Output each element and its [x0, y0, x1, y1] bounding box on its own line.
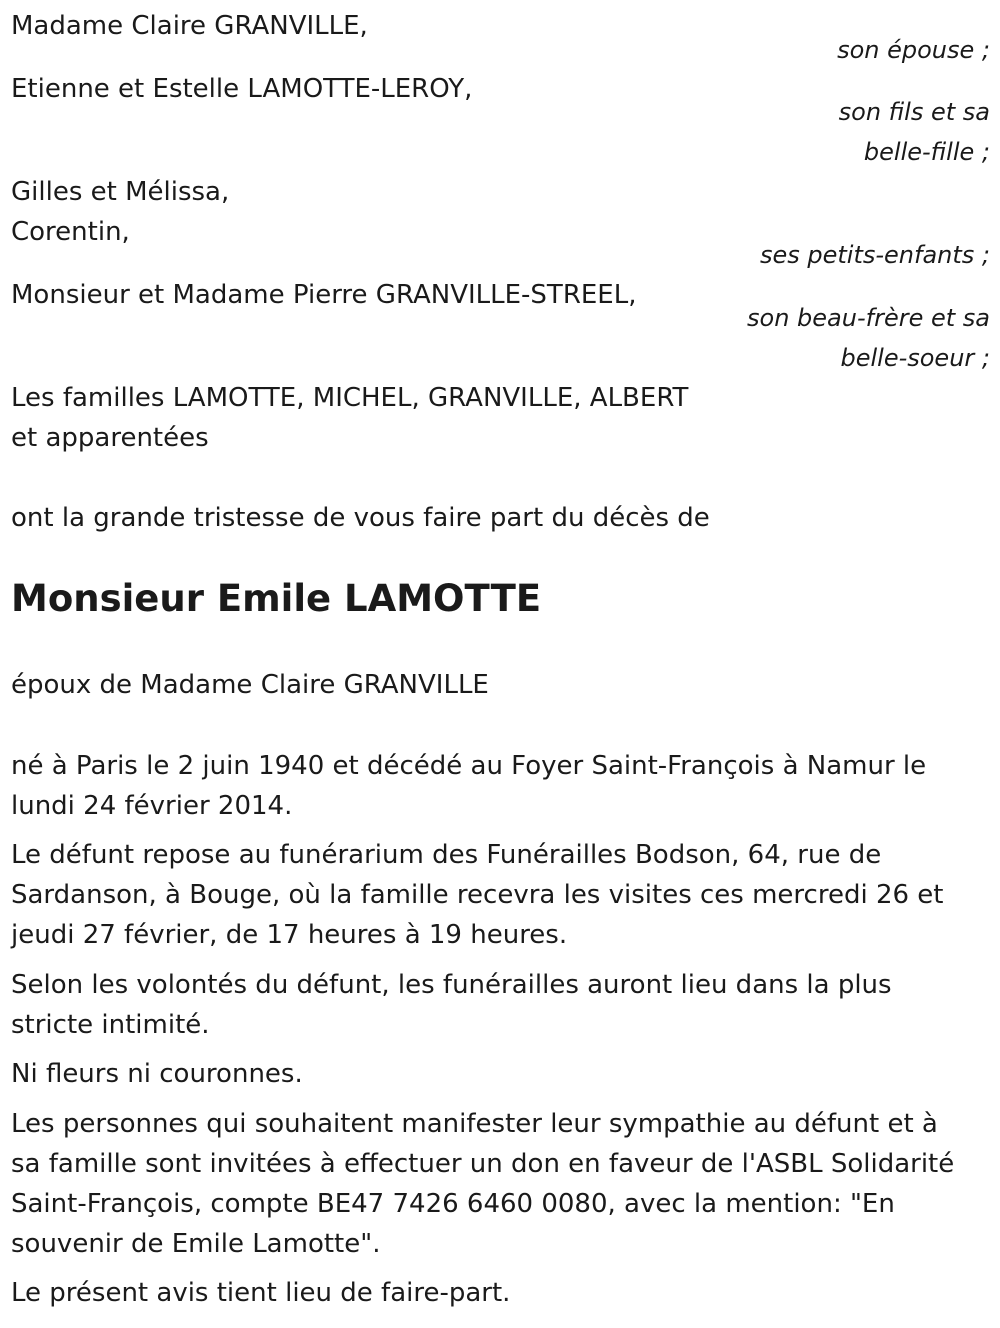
donation-paragraph: [11, 1104, 991, 1264]
donation-line4: souvenir de Emile Lamotte".: [11, 1229, 381, 1259]
son-role-line1: son fils et sa: [838, 98, 990, 126]
son-name: Etienne et Estelle LAMOTTE-LEROY,: [11, 74, 473, 104]
donation-line1: Les personnes qui souhaitent manifester leur sympathie au défunt et à: [11, 1109, 938, 1139]
birth-line2: lundi 24 février 2014.: [11, 791, 293, 821]
son-role-line2: belle-fille ;: [863, 138, 990, 166]
birth-line1: né à Paris le 2 juin 1940 et décédé au Foyer Saint-François à Namur le: [11, 751, 927, 781]
inlaws-name: Monsieur et Madame Pierre GRANVILLE-STREEL,: [11, 280, 637, 310]
donation-line2: sa famille sont invitées à effectuer un don en faveur de l'ASBL Solidarité: [11, 1149, 955, 1179]
wishes-line1: Selon les volontés du défunt, les funérailles auront lieu dans la plus: [11, 970, 892, 1000]
wishes-paragraph: [11, 965, 991, 1045]
families-line1: Les familles LAMOTTE, MICHEL, GRANVILLE, ALBERT: [11, 383, 689, 413]
announcement-text: ont la grande tristesse de vous faire part du décès de: [11, 503, 710, 533]
birth-paragraph: [11, 746, 991, 826]
grandchildren-name-line2: Corentin,: [11, 217, 130, 247]
wife-name: Madame Claire GRANVILLE,: [11, 11, 368, 41]
grandchildren-role: ses petits-enfants ;: [759, 241, 990, 269]
deceased-name: Monsieur Emile LAMOTTE: [11, 577, 542, 620]
inlaws-role-line1: son beau-frère et sa: [747, 304, 990, 332]
wife-role: son épouse ;: [837, 36, 990, 64]
wishes-line2: stricte intimité.: [11, 1010, 210, 1040]
notice-paragraph: [11, 1273, 991, 1313]
notice-line1: Le présent avis tient lieu de faire-part.: [11, 1278, 511, 1308]
inlaws-role-line2: belle-soeur ;: [840, 344, 990, 372]
families-line2: et apparentées: [11, 423, 209, 453]
donation-line3: Saint-François, compte BE47 7426 6460 0080, avec la mention: "En: [11, 1189, 895, 1219]
flowers-line1: Ni fleurs ni couronnes.: [11, 1059, 303, 1089]
rest-line1: Le défunt repose au funérarium des Funérailles Bodson, 64, rue de: [11, 840, 882, 870]
rest-line3: jeudi 27 février, de 17 heures à 19 heures.: [11, 920, 568, 950]
rest-line2: Sardanson, à Bouge, où la famille recevra les visites ces mercredi 26 et: [11, 880, 944, 910]
grandchildren-name-line1: Gilles et Mélissa,: [11, 177, 230, 207]
flowers-paragraph: [11, 1054, 991, 1094]
spouse-line: époux de Madame Claire GRANVILLE: [11, 670, 489, 700]
rest-paragraph: [11, 835, 991, 955]
